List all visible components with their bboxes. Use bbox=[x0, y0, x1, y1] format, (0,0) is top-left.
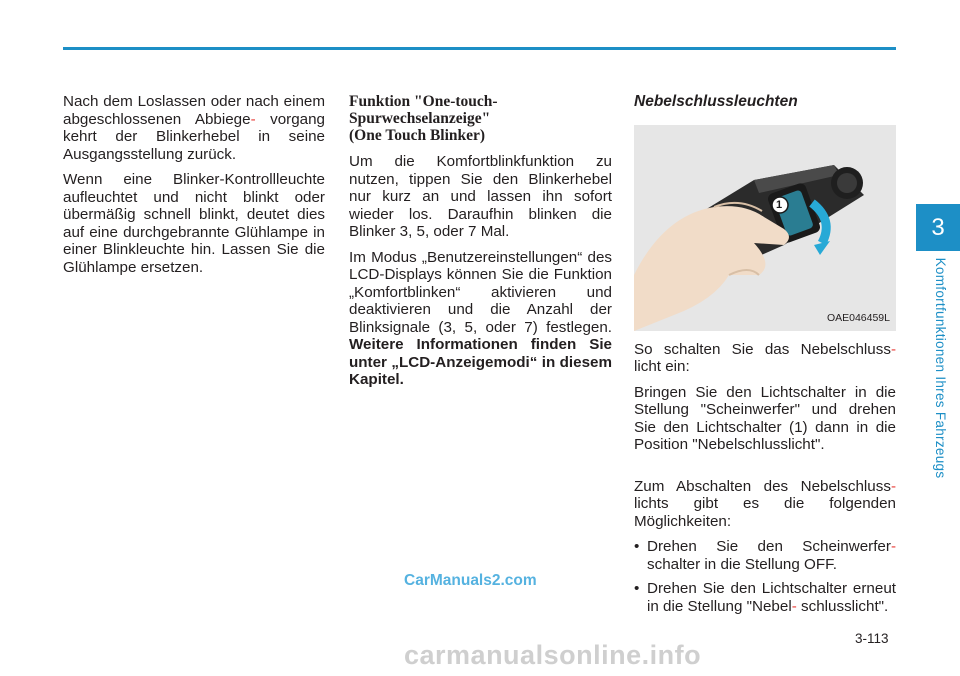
right-column bbox=[634, 93, 896, 622]
paragraph: Bringen Sie den Lichtschalter in die Stellung "Scheinwerfer" und drehen Sie den Lichtschalter (1) dann in die Position "Nebelschlusslicht". bbox=[634, 383, 896, 453]
header-rule bbox=[63, 47, 896, 50]
paragraph: Zum Abschalten des Nebelschluss- lichts gibt es die folgenden Möglichkeiten: bbox=[634, 477, 896, 530]
chapter-label: Komfortfunktionen Ihres Fahrzeugs bbox=[933, 257, 948, 479]
watermark-text: carmanualsonline.info bbox=[404, 640, 702, 670]
callout-number: 1 bbox=[776, 198, 783, 211]
paragraph: Nach dem Loslassen oder nach einem abgeschlossenen Abbiege- vorgang kehrt der Blinkerhebel in seine Ausgangsstellung zurück. bbox=[63, 93, 325, 163]
left-column bbox=[63, 93, 325, 284]
paragraph: Wenn eine Blinker-Kontrollleuchte aufleuchtet und nicht blinkt oder übermäßig schnell blinkt, deutet dies auf eine durchgebrannte Glühlampe in einer Blinkleuchte hin. Lassen Sie die Glühlampe ersetzen. bbox=[63, 171, 325, 276]
bullet-item: • Drehen Sie den Scheinwerfer- schalter in die Stellung OFF. bbox=[634, 538, 896, 573]
hand-on-lever-illustration bbox=[634, 125, 896, 331]
bullet-item: • Drehen Sie den Lichtschalter erneut in die Stellung "Nebel- schlusslicht". bbox=[634, 580, 896, 615]
watermark-link[interactable]: CarManuals2.com bbox=[404, 572, 537, 589]
paragraph: So schalten Sie das Nebelschluss- licht ein: bbox=[634, 340, 896, 375]
figure-code: OAE046459L bbox=[826, 312, 890, 324]
light-switch-figure bbox=[634, 125, 896, 331]
middle-column bbox=[349, 93, 612, 397]
bold-note: Weitere Informationen finden Sie unter „LCD-Anzeigemodi“ in diesem Kapitel. bbox=[349, 336, 612, 388]
paragraph: Um die Komfortblinkfunktion zu nutzen, tippen Sie den Blinkerhebel nur kurz an und lassen ihn sofort wieder los. Daraufhin blinken die Blinker 3, 5, oder 7 Mal. bbox=[349, 153, 612, 240]
section-heading: Nebelschlussleuchten bbox=[634, 93, 798, 110]
chapter-tab: 3 bbox=[916, 204, 960, 251]
paragraph: Im Modus „Benutzereinstellungen“ des LCD-Displays können Sie die Funktion „Komfortblinken“ aktivieren und deaktivieren und die Anzahl der Blinksignale (3, 5, oder 7) festlegen. Weitere Informationen finden Sie unter „LCD-Anzeigemodi“ in diesem Kapitel. bbox=[349, 248, 612, 388]
section-heading: Funktion "One-touch- Spurwechselanzeige" (One Touch Blinker) bbox=[349, 93, 498, 144]
page-number: 3-113 bbox=[855, 631, 889, 646]
